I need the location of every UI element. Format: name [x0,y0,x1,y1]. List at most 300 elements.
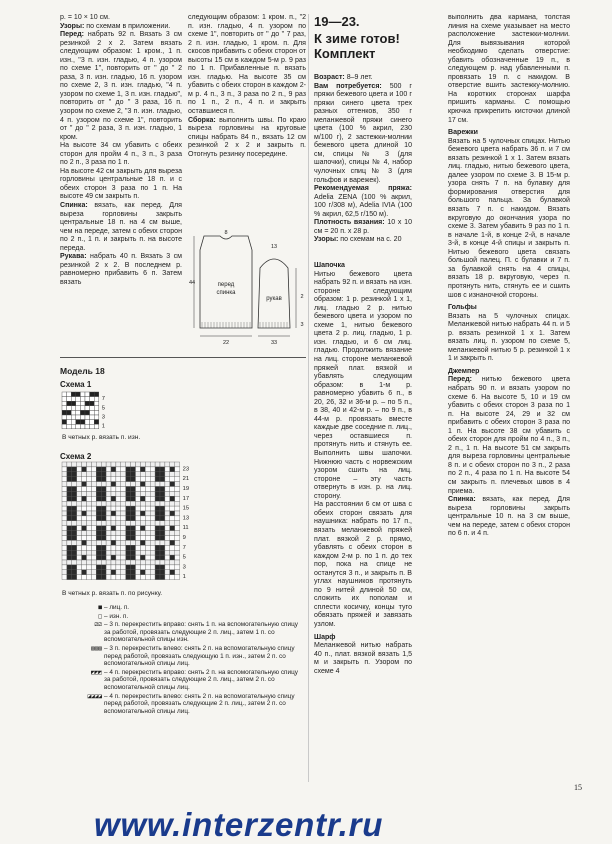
chart-cell [150,531,155,536]
chart-cell [121,482,126,487]
chart-cell [116,501,121,506]
chart-cell [90,392,95,397]
chart-cell [67,397,72,402]
chart-cell [94,420,99,425]
legend-text: – изн. п. [104,612,129,620]
chart-cell [131,467,136,472]
chart-cell [160,506,165,511]
chart-cell [140,516,145,521]
chart-cell [165,516,170,521]
chart-cell [87,467,92,472]
chart-cell [67,526,72,531]
chart-cell [77,467,82,472]
scheme-1-title: Схема 1 [60,380,92,389]
chart-cell [155,482,160,487]
chart-cell [67,506,72,511]
chart-cell [126,521,131,526]
chart-cell [96,482,101,487]
chart-cell [62,560,67,565]
chart-cell [160,526,165,531]
chart-cell [121,565,126,570]
chart-cell [80,392,85,397]
chart-cell [170,531,175,536]
chart-cell [140,536,145,541]
chart-cell [116,575,121,580]
chart-cell [72,531,77,536]
chart-cell [77,496,82,501]
chart-cell [131,491,136,496]
chart-cell [145,491,150,496]
sleeve-label: рукав [266,296,282,302]
chart-cell [71,410,76,415]
chart-cell [150,482,155,487]
chart-cell [170,472,175,477]
chart-cell [77,526,82,531]
chart-cell [131,531,136,536]
chart-cell [140,555,145,560]
chart-cell [72,501,77,506]
chart-cell [77,545,82,550]
chart-cell [175,565,180,570]
chart-cell [150,560,155,565]
legend-symbol-icon: ◩◩◩ [91,668,102,676]
chart-cell [87,496,92,501]
chart-cell [67,467,72,472]
chart-cell [160,491,165,496]
chart-cell [136,472,141,477]
symbol-legend [62,604,306,716]
chart-cell [126,491,131,496]
chart-cell [111,575,116,580]
chart-cell [140,521,145,526]
chart-cell [67,462,72,467]
chart-cell [155,545,160,550]
chart-cell [150,521,155,526]
chart-cell [101,472,106,477]
col3-paragraph: Плотность вязания: 10 х 10 см = 20 п. х 28 р. [314,219,413,235]
chart-cell [175,526,180,531]
chart-cell [106,565,111,570]
chart-cell [160,496,165,501]
chart-cell [82,467,87,472]
chart-cell [155,531,160,536]
chart-cell [126,575,131,580]
chart-cell [106,516,111,521]
chart-cell [87,565,92,570]
chart-cell [77,472,82,477]
chart-cell [155,555,160,560]
chart-cell [91,462,96,467]
scheme-2-title: Схема 2 [60,452,92,461]
chart-cell [150,491,155,496]
chart-cell [175,472,180,477]
chart-cell [62,477,67,482]
chart-cell [111,560,116,565]
chart-cell [87,575,92,580]
chart-cell [90,420,95,425]
row-number-label: 7 [101,396,106,403]
chart-cell [116,526,121,531]
dimension-label: 8 [224,230,228,236]
chart-cell [76,401,81,406]
chart-cell [150,570,155,575]
chart-cell [106,545,111,550]
chart-cell [96,477,101,482]
chart-cell [62,536,67,541]
chart-cell [62,545,67,550]
chart-cell [136,526,141,531]
chart-cell [116,487,121,492]
chart-cell [96,565,101,570]
chart-cell [155,536,160,541]
col3-paragraph: Вам потребуется: 500 г пряжи бежевого цвета и 100 г пряжи синего цвета трех разных оттенков, 350 г меланжевой пряжи синего цвета (100 % акрил, 230 м/100 г), 2 застежки-молнии бежевого цвета длиной 10 см, спицы № 3 (для шапочки), спицы № 4, набор чулочных спиц № 3 (для гольфов и варежек). [314,82,412,184]
chart-cell [155,491,160,496]
col3-paragraph: Узоры: по схемам на с. 20 [314,236,402,244]
chart-cell [67,531,72,536]
chart-cell [121,536,126,541]
chart-cell [91,506,96,511]
chart-cell [76,424,81,429]
col1-paragraph: р. = 10 × 10 см. [60,14,110,21]
chart-cell [165,570,170,575]
chart-cell [165,565,170,570]
row-number-label: 5 [182,554,186,561]
chart-cell [131,511,136,516]
chart-cell [96,560,101,565]
scheme-1-chart [62,392,112,432]
chart-cell [175,482,180,487]
chart-cell [170,555,175,560]
chart-cell [101,477,106,482]
chart-cell [87,501,92,506]
row-number-label: 9 [182,535,186,541]
chart-cell [72,521,77,526]
chart-cell [155,462,160,467]
chart-cell [170,575,175,580]
scheme-1-note: В четных р. вязать п. изн. [62,434,141,441]
chart-cell [82,487,87,492]
col4-paragraph: Шапочка [314,262,345,269]
chart-cell [126,516,131,521]
chart-cell [140,506,145,511]
chart-cell [111,472,116,477]
chart-cell [150,575,155,580]
chart-cell [62,526,67,531]
chart-cell [145,536,150,541]
chart-cell [101,570,106,575]
chart-cell [82,531,87,536]
chart-cell [101,536,106,541]
chart-cell [106,472,111,477]
chart-cell [155,560,160,565]
chart-cell [165,550,170,555]
chart-cell [111,550,116,555]
chart-cell [160,560,165,565]
chart-cell [96,526,101,531]
chart-cell [136,462,141,467]
chart-cell [91,565,96,570]
chart-cell [62,501,67,506]
chart-cell [82,506,87,511]
chart-cell [145,477,150,482]
chart-cell [91,477,96,482]
chart-cell [175,477,180,482]
chart-cell [62,491,67,496]
dimension-label: 3 [300,322,304,328]
chart-cell [131,560,136,565]
chart-cell [131,555,136,560]
chart-cell [140,462,145,467]
chart-cell [136,575,141,580]
chart-cell [80,401,85,406]
chart-cell [145,560,150,565]
chart-cell [111,521,116,526]
chart-cell [136,545,141,550]
chart-cell [67,516,72,521]
chart-cell [62,410,67,415]
chart-cell [87,536,92,541]
chart-cell [121,575,126,580]
chart-cell [101,506,106,511]
chart-cell [96,472,101,477]
chart-cell [155,540,160,545]
chart-cell [111,467,116,472]
chart-cell [106,477,111,482]
chart-cell [116,496,121,501]
chart-cell [91,472,96,477]
legend-symbol-icon: □ [98,612,102,620]
chart-cell [126,511,131,516]
chart-cell [150,555,155,560]
column-2 [188,14,306,159]
chart-cell [116,545,121,550]
row-number-label: 3 [101,414,106,421]
chart-cell [145,565,150,570]
chart-cell [126,477,131,482]
chart-cell [85,392,90,397]
chart-cell [160,565,165,570]
col3-paragraph: Возраст: 8–9 лет. [314,74,373,81]
chart-cell [170,462,175,467]
chart-cell [72,555,77,560]
chart-cell [131,550,136,555]
chart-cell [85,415,90,420]
chart-cell [62,420,67,425]
column-3-hat-scarf [314,258,412,676]
chart-cell [71,401,76,406]
chart-cell [121,531,126,536]
chart-cell [121,511,126,516]
chart-cell [72,545,77,550]
chart-cell [131,487,136,492]
chart-cell [101,462,106,467]
watermark: www.interzentr.ru [94,806,384,843]
chart-cell [72,462,77,467]
legend-symbol-icon: ▨▨▨ [91,644,102,652]
chart-cell [91,540,96,545]
chart-cell [77,477,82,482]
chart-cell [155,570,160,575]
chart-cell [140,477,145,482]
chart-cell [126,482,131,487]
chart-cell [131,545,136,550]
legend-text: – 4 п. перекрестить влево: снять 2 п. на вспомогательную спицу перед работой, провязать следующие 2 п. лиц., затем 2 п. со вспомогательной спицы лиц. [104,692,295,715]
chart-cell [101,496,106,501]
col1-paragraph: На высоте 34 см убавить с обеих сторон для пройм 4 п., 3 п., 3 раза по 2 п., 3 раза по 1 п. [60,142,182,167]
chart-cell [121,560,126,565]
chart-cell [96,516,101,521]
chart-cell [165,487,170,492]
chart-cell [170,550,175,555]
chart-cell [62,506,67,511]
chart-cell [111,496,116,501]
legend-text: – 3 п. перекрестить вправо: снять 1 п. на вспомогательную спицу за работой, провязать следующие 2 п. лиц., затем 1 п. со вспомогательной спицы изн. [104,621,298,644]
chart-cell [91,531,96,536]
chart-cell [155,575,160,580]
chart-cell [96,536,101,541]
chart-cell [175,545,180,550]
chart-cell [94,415,99,420]
chart-cell [62,521,67,526]
chart-cell [77,506,82,511]
chart-cell [131,565,136,570]
chart-cell [150,487,155,492]
chart-cell [82,511,87,516]
chart-cell [62,462,67,467]
chart-cell [82,536,87,541]
chart-cell [140,545,145,550]
chart-cell [175,570,180,575]
chart-cell [111,511,116,516]
chart-cell [90,410,95,415]
chart-cell [67,420,72,425]
chart-cell [155,565,160,570]
chart-cell [77,521,82,526]
chart-cell [62,565,67,570]
chart-cell [106,482,111,487]
row-number-label: 17 [182,495,190,502]
chart-cell [131,506,136,511]
chart-cell [91,536,96,541]
chart-cell [62,531,67,536]
chart-cell [145,570,150,575]
chart-cell [87,555,92,560]
chart-cell [62,511,67,516]
chart-cell [96,462,101,467]
chart-cell [77,487,82,492]
chart-cell [80,420,85,425]
chart-cell [76,420,81,425]
col3-paragraph: Рекомендуемая пряжа: Adelia ZENA (100 % акрил, 100 г/308 м), Adelia IVIA (100 % акрил, 62,5 г/150 м). [314,185,412,218]
chart-cell [165,521,170,526]
chart-cell [96,531,101,536]
chart-cell [101,511,106,516]
chart-cell [140,575,145,580]
chart-cell [106,487,111,492]
chart-cell [87,526,92,531]
chart-cell [116,467,121,472]
chart-cell [72,491,77,496]
chart-cell [145,506,150,511]
chart-cell [170,477,175,482]
col1-paragraph: Узоры: по схемам в приложении. [60,22,171,30]
chart-cell [72,467,77,472]
chart-cell [82,491,87,496]
chart-cell [121,555,126,560]
chart-cell [136,560,141,565]
column-divider [308,14,309,782]
chart-cell [72,575,77,580]
chart-cell [106,560,111,565]
chart-cell [155,526,160,531]
chart-cell [175,531,180,536]
chart-cell [175,487,180,492]
chart-cell [87,462,92,467]
chart-cell [90,401,95,406]
chart-cell [111,531,116,536]
chart-cell [165,477,170,482]
chart-cell [80,406,85,411]
legend-item [62,613,306,621]
chart-cell [76,392,81,397]
chart-cell [126,545,131,550]
chart-cell [121,501,126,506]
chart-cell [145,540,150,545]
chart-cell [94,424,99,429]
chart-cell [131,526,136,531]
chart-cell [101,545,106,550]
chart-cell [91,467,96,472]
chart-cell [101,521,106,526]
chart-cell [87,477,92,482]
garment-schematic [190,228,308,358]
chart-cell [175,521,180,526]
chart-cell [116,462,121,467]
chart-cell [106,491,111,496]
chart-cell [82,477,87,482]
chart-cell [140,472,145,477]
chart-cell [150,462,155,467]
chart-cell [82,540,87,545]
chart-cell [136,516,141,521]
chart-cell [94,397,99,402]
chart-cell [150,545,155,550]
chart-cell [101,555,106,560]
chart-cell [67,570,72,575]
chart-cell [150,501,155,506]
chart-cell [170,565,175,570]
chart-cell [62,392,67,397]
chart-cell [67,410,72,415]
column-4 [448,14,570,539]
chart-cell [160,575,165,580]
col4-paragraph: Меланжевой нитью набрать 40 п., плат. вязкой вязать 1,5 м и закрыть п. Узором по схеме 4 [314,642,412,675]
chart-cell [126,506,131,511]
chart-cell [136,477,141,482]
chart-cell [165,545,170,550]
chart-cell [94,401,99,406]
chart-cell [72,560,77,565]
col5-paragraph: Варежки [448,129,478,137]
chart-cell [126,496,131,501]
chart-cell [90,424,95,429]
chart-cell [111,506,116,511]
chart-cell [131,472,136,477]
chart-cell [101,491,106,496]
chart-cell [170,482,175,487]
chart-cell [72,496,77,501]
chart-cell [87,560,92,565]
